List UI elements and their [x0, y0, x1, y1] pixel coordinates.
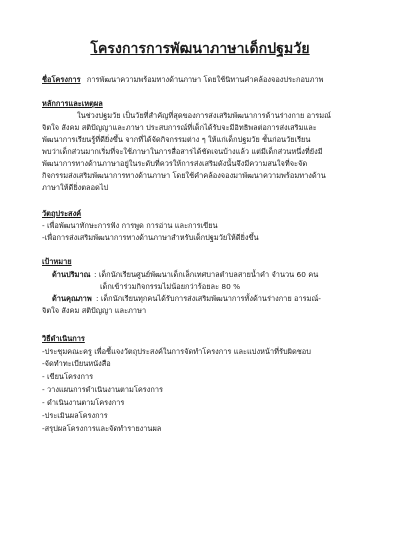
objectives-heading: วัตถุประสงค์ [42, 209, 82, 218]
project-name-value: การพัฒนาความพร้อมทางด้านภาษา โดยใช้นิทานคำคล้องจองประกอบภาพ [86, 75, 324, 84]
quantity-line: : เด็กนักเรียนศูนย์พัฒนาเด็กเล็กเทศบาลตำบลสายน้ำคำ จำนวน 60 คน [94, 270, 319, 279]
methods-heading: วิธีดำเนินการ [42, 334, 85, 343]
objective-item: -เพื่อการส่งเสริมพัฒนาการทางด้านภาษาสำหรับเด็กปฐมวัยให้ดียิ่งขึ้น [42, 233, 259, 242]
rationale-line: พัฒนาการทางด้านภาษาอยู่ในระดับที่ควรให้การส่งเสริมดังนั้นจึงมีความสนใจที่จะจัด [42, 159, 308, 168]
quantity-line: เด็กเข้าร่วมกิจกรรมไม่น้อยกว่าร้อยละ 80 % [100, 282, 241, 291]
rationale-heading: หลักการและเหตุผล [42, 99, 103, 108]
quantity-label: ด้านปริมาณ [52, 270, 91, 279]
document-title: โครงการการพัฒนาภาษาเด็กปฐมวัย [90, 41, 310, 57]
rationale-line: พบว่าเด็กส่วนมากเริ่มที่จะใช้ภาษาในการสื่อสารได้ชัดเจนบ้างแล้ว แต่มีเด็กส่วนหนึ่งที่ยังมี [42, 147, 323, 156]
method-item: - เขียนโครงการ [42, 372, 94, 381]
method-item: - วางแผนการดำเนินงานตามโครงการ [42, 385, 163, 394]
rationale-line: พัฒนาการเรียนรู้ที่ดียิ่งขึ้น จากที่ได้จัดกิจกรรมต่าง ๆ ให้แก่เด็กปฐมวัย ชั้นก่อนวัยเรียน [42, 135, 311, 144]
rationale-line: กิจกรรมส่งเสริมพัฒนาการทางด้านภาษา โดยใช้คำคล้องจองมาพัฒนาความพร้อมทางด้าน [42, 171, 326, 180]
method-item: - ดำเนินงานตามโครงการ [42, 398, 125, 407]
rationale-line: ในช่วงปฐมวัย เป็นวัยที่สำคัญที่สุดของการส่งเสริมพัฒนาการด้านร่างกาย อารมณ์ [77, 111, 331, 120]
quality-line: จิตใจ สังคม สติปัญญา และภาษา [42, 306, 147, 315]
method-item: -ประชุมคณะครู เพื่อชี้แจงวัตถุประสงค์ในการจัดทำโครงการ และแบ่งหน้าที่รับผิดชอบ [42, 347, 311, 356]
quality-label: ด้านคุณภาพ [52, 294, 92, 303]
rationale-line: ภาษาให้ดียิ่งตลอดไป [42, 183, 109, 192]
targets-heading: เป้าหมาย [42, 257, 72, 266]
method-item: -ประเมินผลโครงการ [42, 411, 108, 420]
method-item: -จัดทำทะเบียนหนังสือ [42, 359, 111, 368]
objective-item: - เพื่อพัฒนาทักษะการฟัง การพูด การอ่าน และการเขียน [42, 221, 218, 230]
project-name-row [42, 75, 324, 85]
quality-line: : เด็กนักเรียนทุกคนได้รับการส่งเสริมพัฒนาการทั้งด้านร่างกาย อารมณ์- [96, 294, 321, 303]
method-item: -สรุปผลโครงการและจัดทำรายงานผล [42, 424, 162, 433]
rationale-line: จิตใจ สังคม สติปัญญาและภาษา ประสบการณ์ที่เด็กได้รับจะมีอิทธิพลต่อการส่งเสริมและ [42, 123, 317, 132]
project-name-label: ชื่อโครงการ [42, 75, 81, 84]
